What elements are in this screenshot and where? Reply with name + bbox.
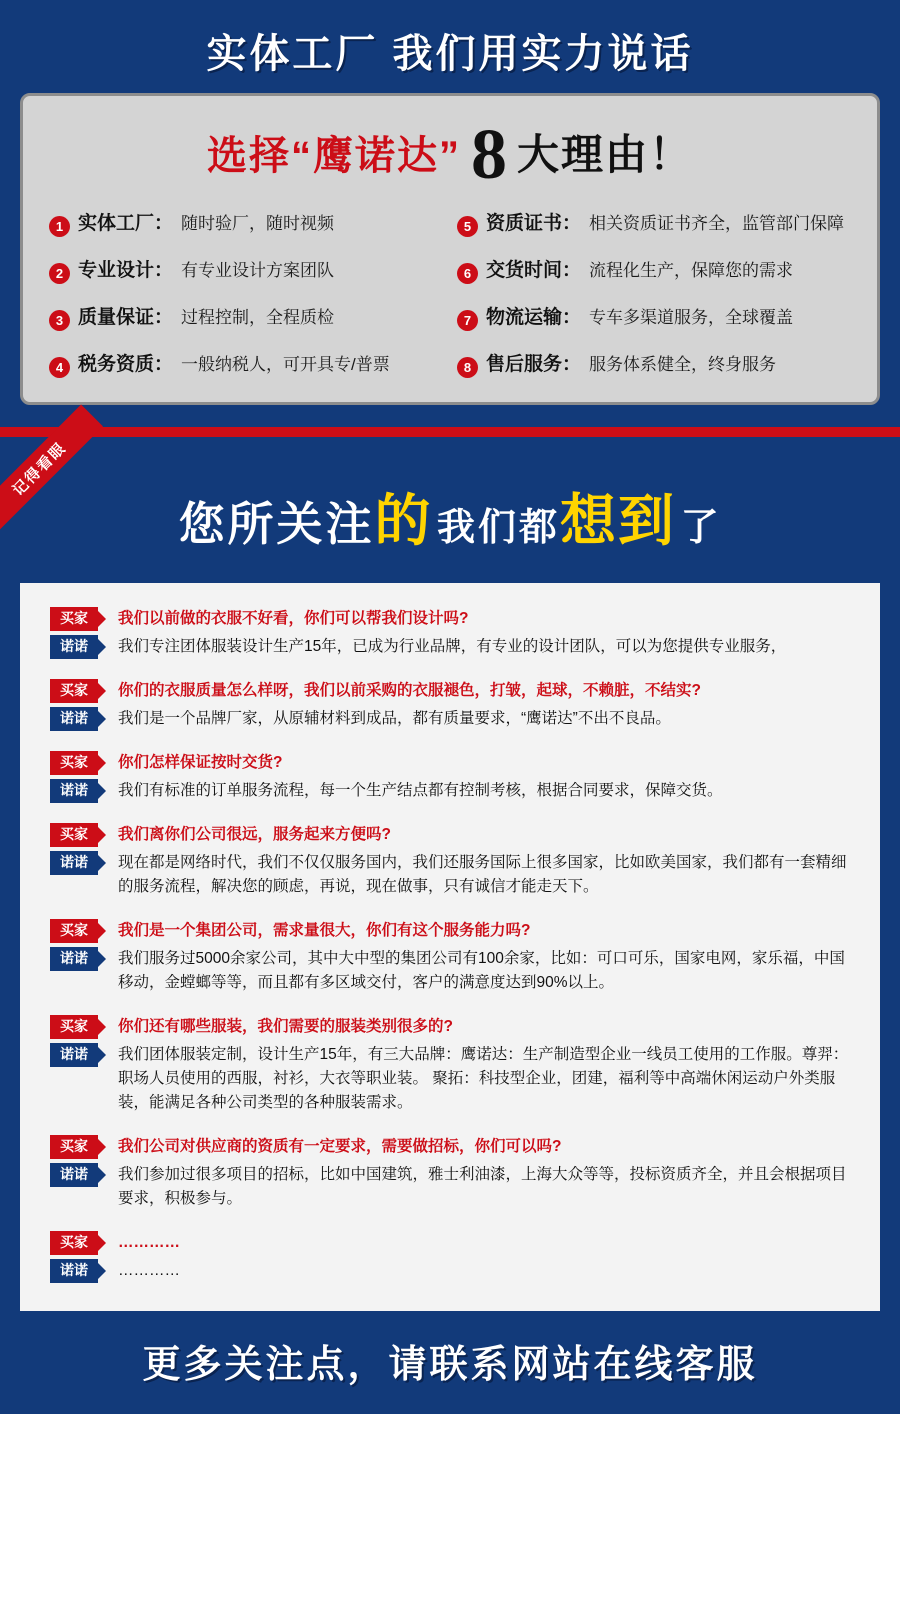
faq-item xyxy=(50,1231,850,1283)
reason-number-icon: 7 xyxy=(457,310,478,331)
reason-title: 售后服务： xyxy=(486,354,582,375)
reason-item xyxy=(49,255,443,282)
faq-question-row xyxy=(50,751,850,775)
answer-tag: 诺诺 xyxy=(50,779,98,803)
reason-title: 实体工厂： xyxy=(78,213,174,234)
faq-answer-row xyxy=(50,1043,850,1115)
faq-answer-row xyxy=(50,947,850,995)
faq-answer: 我们专注团体服装设计生产15年，已成为行业品牌，有专业的设计团队，可以为您提供专业服务， xyxy=(118,638,787,656)
headline-red: 选择“鹰诺达” xyxy=(206,133,461,178)
answer-tag: 诺诺 xyxy=(50,947,98,971)
reason-number-icon: 2 xyxy=(49,263,70,284)
faq-item xyxy=(50,751,850,803)
faq-question: ………… xyxy=(118,1234,180,1252)
buyer-tag: 买家 xyxy=(50,1231,98,1255)
buyer-tag: 买家 xyxy=(50,823,98,847)
faq-section xyxy=(0,437,900,1311)
buyer-tag: 买家 xyxy=(50,1015,98,1039)
reason-desc: 随时验厂，随时视频 xyxy=(181,214,335,233)
reasons-grid xyxy=(49,208,851,376)
faq-title-part2: 的 xyxy=(374,489,433,552)
answer-tag: 诺诺 xyxy=(50,1043,98,1067)
faq-answer-row xyxy=(50,1163,850,1211)
faq-question: 我们以前做的衣服不好看，你们可以帮我们设计吗? xyxy=(118,610,469,627)
answer-tag: 诺诺 xyxy=(50,851,98,875)
answer-tag: 诺诺 xyxy=(50,707,98,731)
buyer-tag: 买家 xyxy=(50,679,98,703)
headline-black: 大理由！ xyxy=(516,131,693,178)
faq-title xyxy=(20,455,880,583)
corner-ribbon: 记得看眼 xyxy=(0,405,103,533)
faq-question: 我们是一个集团公司，需求量很大，你们有这个服务能力吗? xyxy=(118,922,531,940)
reason-desc: 流程化生产，保障您的需求 xyxy=(589,261,794,280)
reason-number-icon: 8 xyxy=(457,357,478,378)
faq-question-row xyxy=(50,607,850,631)
reason-title: 交货时间： xyxy=(486,260,582,281)
faq-question-row xyxy=(50,1231,850,1255)
faq-answer: 我们团体服装定制，设计生产15年，有三大品牌：鹰诺达：生产制造型企业一线员工使用的工作服。尊羿：职场人员使用的西服，衬衫，大衣等职业装。 聚拓：科技型企业，团建，福利等中高端休闲运动户外类服装，能满足各种公司类型的各种服装需求。 xyxy=(118,1046,849,1112)
faq-question-row xyxy=(50,919,850,943)
reason-number-icon: 5 xyxy=(457,216,478,237)
reason-title: 专业设计： xyxy=(78,260,174,281)
faq-item xyxy=(50,607,850,659)
faq-question: 你们怎样保证按时交货? xyxy=(118,754,283,772)
faq-title-part3: 我们都 xyxy=(436,507,560,549)
reason-item xyxy=(457,302,851,329)
buyer-tag: 买家 xyxy=(50,1135,98,1159)
faq-question: 你们还有哪些服装，我们需要的服装类别很多的? xyxy=(118,1018,453,1036)
reason-desc: 过程控制，全程质检 xyxy=(181,308,335,327)
faq-question-row xyxy=(50,1015,850,1039)
faq-item xyxy=(50,1135,850,1211)
reason-item xyxy=(457,349,851,376)
faq-answer-row xyxy=(50,851,850,899)
reason-title: 物流运输： xyxy=(486,307,582,328)
faq-answer: 现在都是网络时代，我们不仅仅服务国内，我们还服务国际上很多国家，比如欧美国家，我们都有一套精细的服务流程，解决您的顾虑，再说，现在做事，只有诚信才能走天下。 xyxy=(118,854,847,896)
reason-desc: 服务体系健全，终身服务 xyxy=(589,355,777,374)
reason-item xyxy=(457,208,851,235)
footer-text: 更多关注点，请联系网站在线客服 xyxy=(142,1344,758,1387)
faq-answer: 我们是一个品牌厂家，从原辅材料到成品，都有质量要求，“鹰诺达”不出不良品。 xyxy=(118,710,671,728)
headline-number: 8 xyxy=(470,114,507,195)
faq-answer: 我们有标准的订单服务流程，每一个生产结点都有控制考核，根据合同要求，保障交货。 xyxy=(118,782,723,800)
reasons-section xyxy=(0,0,900,427)
answer-tag: 诺诺 xyxy=(50,635,98,659)
reason-item xyxy=(49,208,443,235)
faq-question-row xyxy=(50,823,850,847)
reason-item xyxy=(457,255,851,282)
faq-card xyxy=(20,583,880,1311)
buyer-tag: 买家 xyxy=(50,607,98,631)
faq-item xyxy=(50,823,850,899)
answer-tag: 诺诺 xyxy=(50,1259,98,1283)
reason-number-icon: 1 xyxy=(49,216,70,237)
reason-title: 税务资质： xyxy=(78,354,174,375)
reason-desc: 一般纳税人，可开具专/普票 xyxy=(181,355,390,374)
faq-question: 我们离你们公司很远，服务起来方便吗? xyxy=(118,826,391,844)
faq-title-part1: 您所关注 xyxy=(178,498,375,550)
reason-desc: 专车多渠道服务，全球覆盖 xyxy=(589,308,794,327)
faq-answer-row xyxy=(50,707,850,731)
reason-title: 资质证书： xyxy=(486,213,582,234)
faq-title-part5: 了 xyxy=(680,507,722,549)
faq-question: 你们的衣服质量怎么样呀，我们以前采购的衣服褪色，打皱，起球，不赖脏，不结实? xyxy=(118,682,701,700)
faq-answer-row xyxy=(50,779,850,803)
faq-answer-row xyxy=(50,1259,850,1283)
reason-number-icon: 4 xyxy=(49,357,70,378)
buyer-tag: 买家 xyxy=(50,751,98,775)
banner-title: 实体工厂 我们用实力说话 xyxy=(206,32,694,76)
faq-question-row xyxy=(50,679,850,703)
faq-item xyxy=(50,919,850,995)
buyer-tag: 买家 xyxy=(50,919,98,943)
faq-item xyxy=(50,679,850,731)
reasons-card xyxy=(20,93,880,405)
reason-number-icon: 6 xyxy=(457,263,478,284)
faq-answer: ………… xyxy=(118,1262,180,1280)
answer-tag: 诺诺 xyxy=(50,1163,98,1187)
faq-question: 我们公司对供应商的资质有一定要求，需要做招标，你们可以吗? xyxy=(118,1138,562,1156)
faq-answer-row xyxy=(50,635,850,659)
reason-number-icon: 3 xyxy=(49,310,70,331)
reasons-headline xyxy=(49,116,851,208)
faq-answer: 我们服务过5000余家公司，其中大中型的集团公司有100余家，比如：可口可乐，国家电网，家乐福，中国移动，金螳螂等等，而且都有多区域交付，客户的满意度达到90%以上。 xyxy=(118,950,845,992)
faq-title-part4: 想到 xyxy=(560,489,676,552)
footer-banner xyxy=(0,1311,900,1414)
section-divider xyxy=(0,427,900,437)
faq-item xyxy=(50,1015,850,1115)
reason-desc: 相关资质证书齐全，监管部门保障 xyxy=(589,214,845,233)
reason-title: 质量保证： xyxy=(78,307,174,328)
reason-item xyxy=(49,302,443,329)
faq-question-row xyxy=(50,1135,850,1159)
reason-item xyxy=(49,349,443,376)
reason-desc: 有专业设计方案团队 xyxy=(181,261,335,280)
faq-answer: 我们参加过很多项目的招标，比如中国建筑，雅士利油漆，上海大众等等，投标资质齐全，并且会根据项目要求，积极参与。 xyxy=(118,1166,847,1208)
